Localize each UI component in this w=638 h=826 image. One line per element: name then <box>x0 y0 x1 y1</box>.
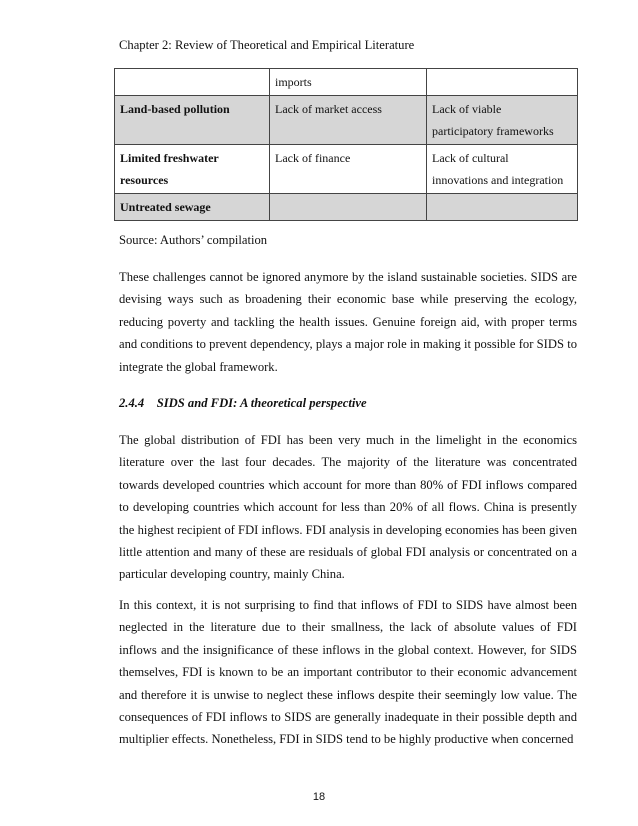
table-row <box>115 145 578 194</box>
body-paragraph: In this context, it is not surprising to find that inflows of FDI to SIDS have almost been neglected in the literature due to their smallness, the lack of absolute values of FDI inflows and the insignificance of these inflows in the global context. However, for SIDS themselves, FDI is known to be an important contributor to their economic advancement and therefore it is unwise to neglect these inflows despite their seemingly low value. The consequences of FDI inflows to SIDS are generally inadequate in their possible depth and multiplier effects. Nonetheless, FDI in SIDS tend to be highly productive when concerned <box>119 598 577 747</box>
table-cell: Lack of finance <box>270 145 427 194</box>
table-cell: Untreated sewage <box>115 194 270 221</box>
challenges-table <box>114 68 578 221</box>
table-source-note: Source: Authors’ compilation <box>119 233 268 247</box>
table-row <box>115 69 578 96</box>
table-cell: Limited freshwater resources <box>115 145 270 194</box>
table-cell <box>427 194 578 221</box>
table-cell <box>270 194 427 221</box>
table-cell <box>427 69 578 96</box>
table-cell: Land-based pollution <box>115 96 270 145</box>
section-heading: 2.4.4 SIDS and FDI: A theoretical perspective <box>119 396 367 410</box>
body-paragraph: These challenges cannot be ignored anymore by the island sustainable societies. SIDS are devising ways such as broadening their economic base while preserving the ecology, reducing poverty and tackling the health issues. Genuine foreign aid, with proper terms and conditions to prevent dependency, plays a major role in making it possible for SIDS to integrate the global framework. <box>119 270 577 374</box>
table-cell: Lack of viable participatory frameworks <box>427 96 578 145</box>
page-number: 18 <box>312 791 326 803</box>
body-paragraph: The global distribution of FDI has been very much in the limelight in the economics literature over the last four decades. The majority of the literature was concentrated towards developed countries which account for more than 80% of FDI inflows compared to developing countries which account for less than 20% of all flows. China is presently the highest recipient of FDI inflows. FDI analysis in developing economies has been given little attention and many of these are residuals of global FDI analysis or concentrated on a particular developing country, mainly China. <box>119 433 577 582</box>
table-row <box>115 96 578 145</box>
table-cell: Lack of market access <box>270 96 427 145</box>
table-row <box>115 194 578 221</box>
table-cell: Lack of cultural innovations and integration <box>427 145 578 194</box>
table-cell <box>115 69 270 96</box>
running-header: Chapter 2: Review of Theoretical and Empirical Literature <box>119 38 415 52</box>
table-cell: imports <box>270 69 427 96</box>
